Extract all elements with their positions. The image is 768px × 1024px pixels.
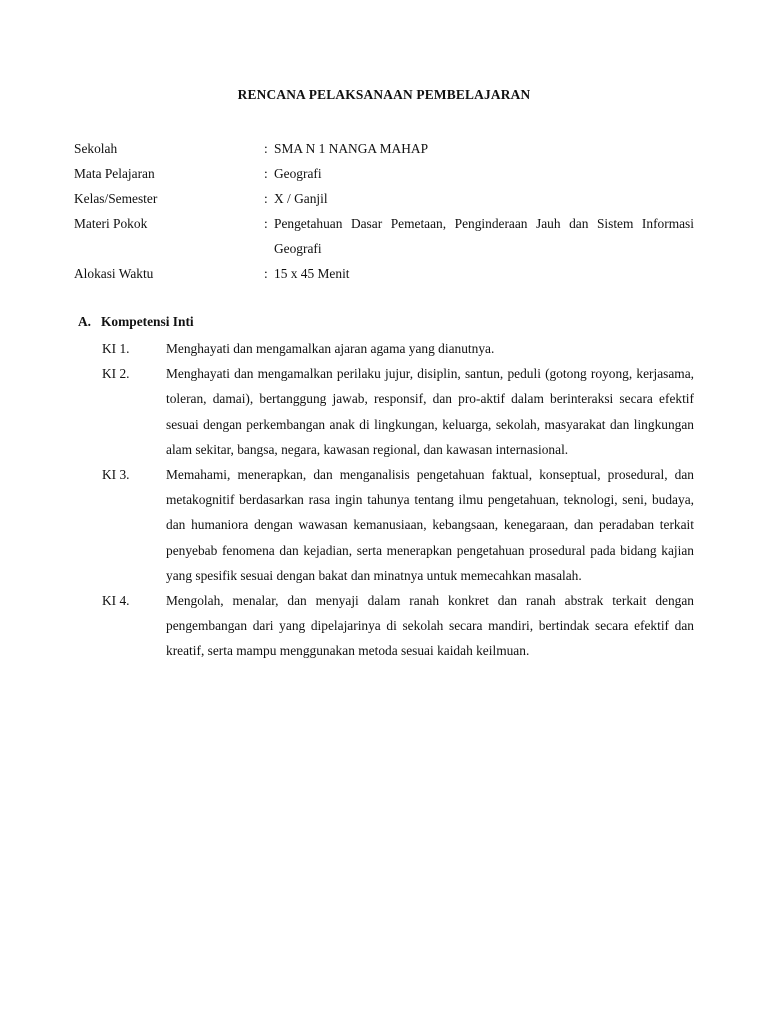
identity-row-kelas-semester [74, 186, 694, 211]
section-kompetensi-inti [78, 311, 694, 664]
identity-colon: : [264, 266, 268, 281]
identity-label: Materi Pokok [74, 216, 148, 231]
identity-value: Pengetahuan Dasar Pemetaan, Penginderaan Jauh dan Sistem Informasi Geografi [274, 216, 694, 256]
ki-item [102, 361, 694, 462]
identity-row-sekolah [74, 136, 694, 161]
identity-row-alokasi-waktu [74, 261, 694, 286]
identity-colon: : [264, 166, 268, 181]
identity-colon: : [264, 191, 268, 206]
section-heading [78, 311, 694, 333]
ki-text: Memahami, menerapkan, dan menganalisis pengetahuan faktual, konseptual, prosedural, dan metakognitif berdasarkan rasa ingin tahunya tentang ilmu pengetahuan, teknologi, seni, budaya, dan humaniora dengan wawasan kemanusiaan, kebangsaan, kenegaraan, dan peradaban terkait penyebab fenomena dan kejadian, serta menerapkan pengetahuan prosedural pada bidang kajian yang spesifik sesuai dengan bakat dan minatnya untuk memecahkan masalah. [166, 467, 694, 583]
ki-code: KI 3. [102, 467, 130, 483]
section-heading-text: Kompetensi Inti [101, 314, 194, 329]
identity-colon: : [264, 141, 268, 156]
ki-text: Menghayati dan mengamalkan perilaku jujur, disiplin, santun, peduli (gotong royong, kerjasama, toleran, damai), bertanggung jawab, responsif, dan pro-aktif dalam berinteraksi secara efektif sesuai dengan perkembangan anak di lingkungan, keluarga, sekolah, masyarakat dan lingkungan alam sekitar, bangsa, negara, kawasan regional, dan kawasan internasional. [166, 366, 694, 457]
ki-code: KI 1. [102, 341, 130, 356]
identity-table [74, 136, 694, 286]
identity-label: Kelas/Semester [74, 191, 158, 206]
identity-label: Alokasi Waktu [74, 266, 154, 281]
document-title: RENCANA PELAKSANAAN PEMBELAJARAN [237, 87, 531, 102]
identity-row-mata-pelajaran [74, 161, 694, 186]
ki-item [102, 336, 694, 361]
ki-item [102, 462, 694, 588]
identity-colon: : [264, 216, 268, 231]
ki-list [78, 336, 694, 664]
ki-code: KI 4. [102, 593, 130, 609]
identity-value: Geografi [274, 166, 322, 181]
identity-row-materi-pokok [74, 211, 694, 261]
ki-text: Menghayati dan mengamalkan ajaran agama yang dianutnya. [166, 341, 495, 356]
section-letter: A. [78, 314, 92, 329]
identity-label: Mata Pelajaran [74, 166, 155, 181]
identity-value: 15 x 45 Menit [274, 266, 350, 281]
ki-item [102, 588, 694, 664]
ki-code: KI 2. [102, 366, 130, 382]
identity-value: SMA N 1 NANGA MAHAP [274, 141, 429, 156]
identity-label: Sekolah [74, 141, 118, 156]
ki-text: Mengolah, menalar, dan menyaji dalam ranah konkret dan ranah abstrak terkait dengan pengembangan dari yang dipelajarinya di sekolah secara mandiri, bertindak secara efektif dan kreatif, serta mampu menggunakan metoda sesuai kaidah keilmuan. [166, 593, 694, 659]
identity-value: X / Ganjil [274, 191, 328, 206]
